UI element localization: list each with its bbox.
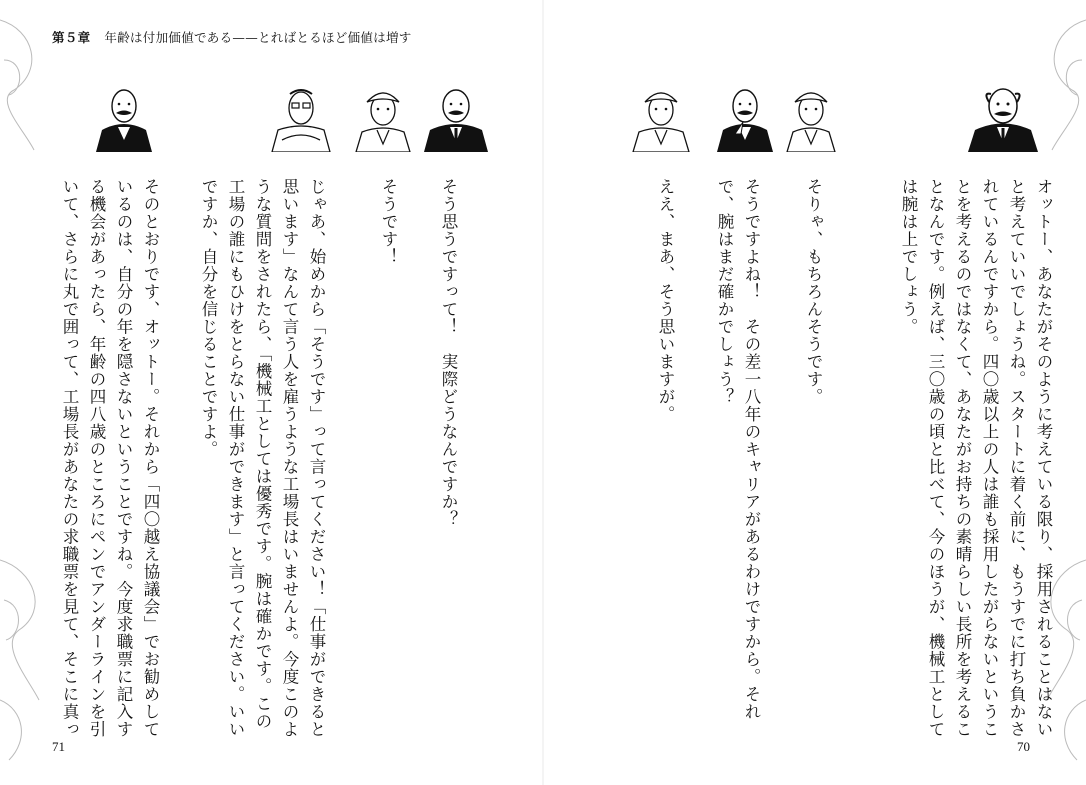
man-with-glasses-icon <box>268 82 334 152</box>
boss-icon <box>963 82 1043 152</box>
dialogue-boss-1: オットー、あなたがそのように考えている限り、採用されることはないと考えていいでしょうね。スタートに着く前に、もうすでに打ち負かされているんですから。四〇歳以上の人は誰も採用したがらないということを考えるのではなくて、あなたがお持ちの素晴らしい長所を考えることなんです。例えば、三〇歳の頃と比べて、今のほうが、機械工としては腕は上でしょう。 <box>899 178 1053 738</box>
dialogue-boss-5: そのとおりです、オットー。それから「四〇越え協議会」でお勧めしているのは、自分の年を隠さないということですね。今度求職票に記入する機会があったら、年齢の四八歳のところにペンでアンダーラインを引いて、さらに丸で囲って、工場長があなたの求職票を見て、そこに真っ <box>60 178 160 738</box>
boss-icon-3 <box>420 82 492 152</box>
dialogue-otto-3: そうです！ <box>379 178 398 266</box>
page-number: 70 <box>1017 739 1030 754</box>
dialogue-boss-4: じゃあ、始めから「そうです」って言ってください！「仕事ができると思います」なんて言う人を雇うような工場長はいませんよ。今度このような質問をされたら、「機械工としては優秀です。腕は確かです。この工場の誰にもひけをとらない仕事ができます」と言ってください。いいですか、自分を信じることですよ。 <box>199 178 326 738</box>
man-in-cap-icon <box>783 82 839 152</box>
man-in-cap-icon-3 <box>352 82 414 152</box>
scroll-ornament-icon <box>0 0 54 785</box>
dialogue-otto-1: そりゃ、もちろんそうです。 <box>804 178 823 406</box>
page-number: 71 <box>52 739 65 754</box>
dialogue-otto-2: ええ、まあ、そう思いますが。 <box>656 178 675 423</box>
dialogue-boss-2: そうですよね！ その差一八年のキャリアがあるわけですから。それで、腕はまだ確かでしょう？ <box>715 178 761 721</box>
boss-icon-2 <box>713 82 777 152</box>
boss-icon-4 <box>92 82 156 152</box>
dialogue-boss-3: そう思うですって！ 実際どうなんですか？ <box>439 178 458 528</box>
chapter-title: 年齢は付加価値である——とればとるほど価値は増す <box>104 30 412 45</box>
man-in-cap-icon-2 <box>629 82 693 152</box>
chapter-number: 第５章 <box>52 30 91 45</box>
page-70 <box>543 0 1086 785</box>
running-header <box>52 28 412 46</box>
